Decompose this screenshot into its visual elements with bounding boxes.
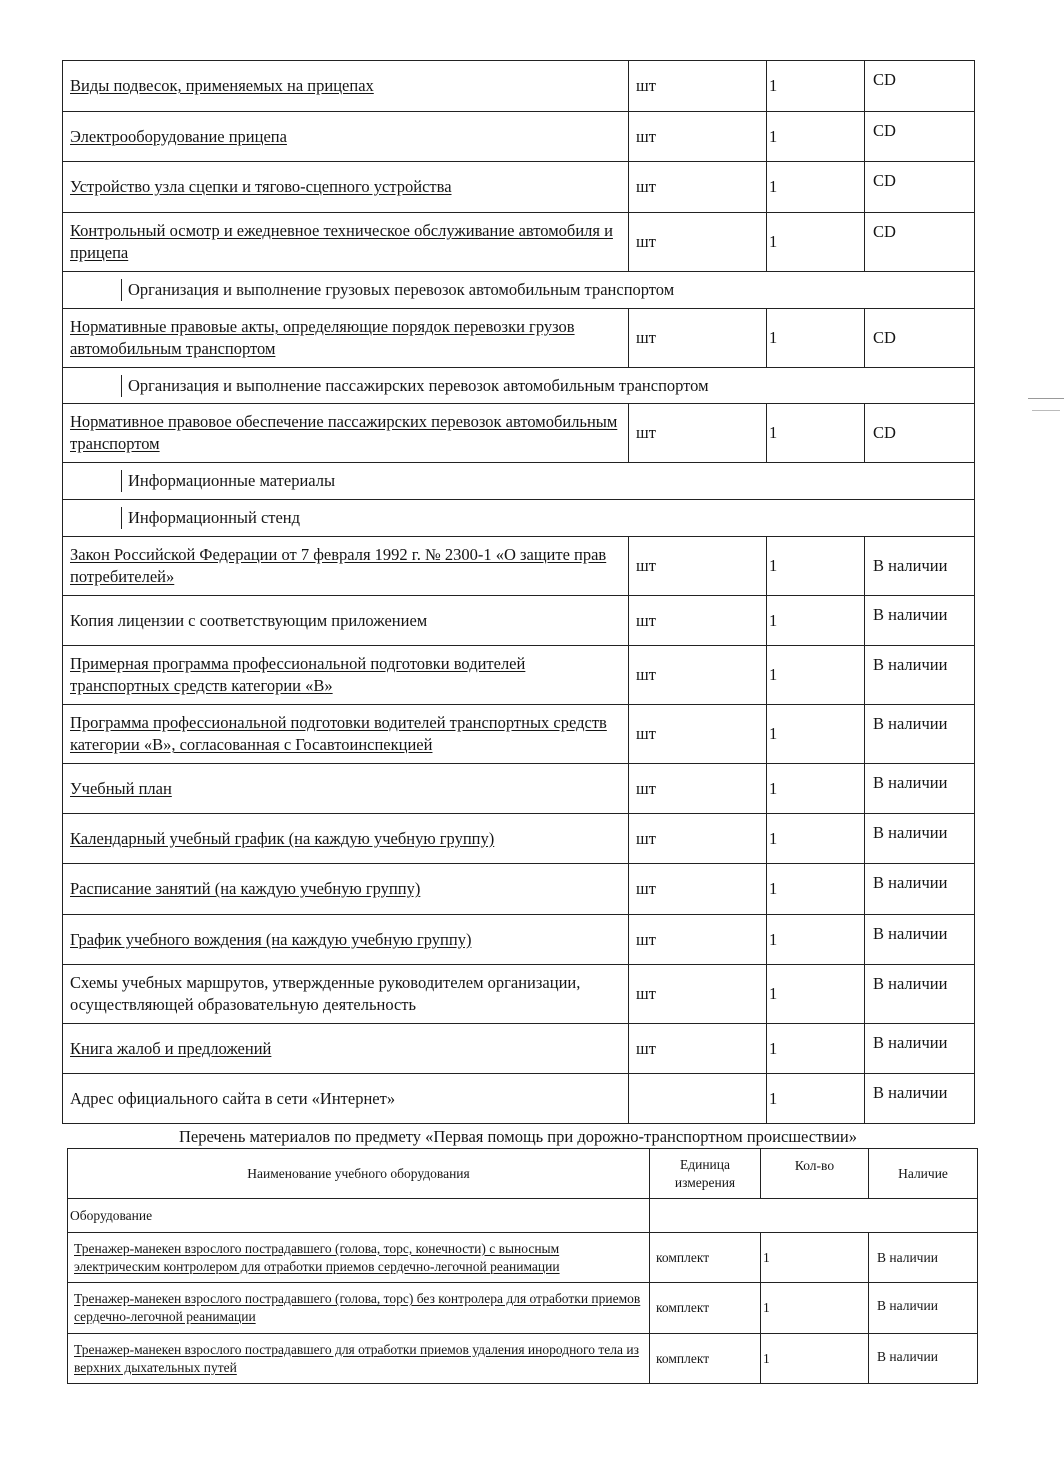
item-qty: 1 bbox=[761, 1334, 869, 1384]
section-cell bbox=[63, 500, 975, 537]
table-row bbox=[68, 1334, 978, 1384]
item-unit: шт bbox=[629, 309, 767, 368]
equipment-table bbox=[62, 60, 975, 1124]
item-name: Устройство узла сцепки и тягово-сцепного устройства bbox=[63, 162, 629, 213]
table-row bbox=[63, 965, 975, 1024]
group-title: Оборудование bbox=[68, 1199, 650, 1233]
item-name: Адрес официального сайта в сети «Интернет» bbox=[63, 1074, 629, 1124]
table-row bbox=[63, 404, 975, 463]
item-qty: 1 bbox=[767, 646, 865, 705]
item-availability: CD bbox=[865, 309, 975, 368]
item-name: Электрооборудование прицепа bbox=[63, 112, 629, 162]
header-row bbox=[68, 1149, 978, 1199]
item-qty: 1 bbox=[767, 705, 865, 764]
item-availability: В наличии bbox=[869, 1283, 978, 1334]
item-qty: 1 bbox=[767, 915, 865, 965]
item-name: Схемы учебных маршрутов, утвержденные руководителем организации, осуществляющей образовательную деятельность bbox=[63, 965, 629, 1024]
item-unit bbox=[629, 1074, 767, 1124]
item-availability: CD bbox=[865, 404, 975, 463]
section-cell bbox=[63, 272, 975, 309]
section-row bbox=[63, 272, 975, 309]
item-qty: 1 bbox=[767, 112, 865, 162]
item-name: Тренажер-манекен взрослого пострадавшего (голова, торс, конечности) с выносным электрическим контролером для отработки приемов сердечно-легочной реанимации bbox=[68, 1233, 650, 1283]
item-qty: 1 bbox=[767, 213, 865, 272]
item-unit: шт bbox=[629, 915, 767, 965]
item-qty: 1 bbox=[767, 764, 865, 814]
item-unit: шт bbox=[629, 814, 767, 864]
item-name: Тренажер-манекен взрослого пострадавшего для отработки приемов удаления инородного тела из верхних дыхательных путей bbox=[68, 1334, 650, 1384]
item-name: Тренажер-манекен взрослого пострадавшего (голова, торс) без контролера для отработки приемов сердечно-легочной реанимации bbox=[68, 1283, 650, 1334]
table-row bbox=[63, 864, 975, 915]
table-row bbox=[68, 1283, 978, 1334]
item-unit: шт bbox=[629, 864, 767, 915]
table-row bbox=[63, 537, 975, 596]
item-name: Примерная программа профессиональной подготовки водителей транспортных средств категории «В» bbox=[63, 646, 629, 705]
section-row bbox=[63, 463, 975, 500]
item-unit: шт bbox=[629, 404, 767, 463]
section-caption: Перечень материалов по предмету «Первая помощь при дорожно-транспортном происшествии» bbox=[179, 1127, 857, 1146]
item-name: Книга жалоб и предложений bbox=[63, 1024, 629, 1074]
table-row bbox=[63, 646, 975, 705]
table-row bbox=[63, 705, 975, 764]
item-qty: 1 bbox=[767, 404, 865, 463]
item-name: Календарный учебный график (на каждую учебную группу) bbox=[63, 814, 629, 864]
item-availability: В наличии bbox=[869, 1233, 978, 1283]
section-cell bbox=[63, 368, 975, 404]
section-title: Информационный стенд bbox=[128, 508, 301, 527]
item-qty: 1 bbox=[767, 814, 865, 864]
section-title: Организация и выполнение грузовых перевозок автомобильным транспортом bbox=[128, 280, 675, 299]
section-title: Информационные материалы bbox=[128, 471, 336, 490]
section-spacer bbox=[63, 279, 122, 301]
item-unit: шт bbox=[629, 646, 767, 705]
item-name: Нормативные правовые акты, определяющие порядок перевозки грузов автомобильным транспортом bbox=[63, 309, 629, 368]
item-unit: шт bbox=[629, 61, 767, 112]
item-name: Расписание занятий (на каждую учебную группу) bbox=[63, 864, 629, 915]
header-availability: Наличие bbox=[869, 1149, 978, 1199]
item-qty: 1 bbox=[767, 162, 865, 213]
item-qty: 1 bbox=[767, 1024, 865, 1074]
table-row bbox=[63, 1074, 975, 1124]
item-qty: 1 bbox=[767, 596, 865, 646]
scan-mark bbox=[1028, 398, 1064, 399]
item-unit: шт bbox=[629, 705, 767, 764]
item-unit: комплект bbox=[650, 1334, 761, 1384]
header-qty: Кол-во bbox=[761, 1149, 869, 1199]
item-unit: комплект bbox=[650, 1283, 761, 1334]
table-row bbox=[63, 915, 975, 965]
item-qty: 1 bbox=[767, 965, 865, 1024]
item-name: График учебного вождения (на каждую учебную группу) bbox=[63, 915, 629, 965]
item-qty: 1 bbox=[767, 537, 865, 596]
item-unit: шт bbox=[629, 596, 767, 646]
item-name: Нормативное правовое обеспечение пассажирских перевозок автомобильным транспортом bbox=[63, 404, 629, 463]
item-availability: В наличии bbox=[865, 814, 975, 864]
item-unit: шт bbox=[629, 213, 767, 272]
item-name: Контрольный осмотр и ежедневное техническое обслуживание автомобиля и прицепа bbox=[63, 213, 629, 272]
group-empty bbox=[650, 1199, 978, 1233]
item-qty: 1 bbox=[767, 1074, 865, 1124]
section-cell bbox=[63, 463, 975, 500]
section-spacer bbox=[63, 470, 122, 492]
item-availability: В наличии bbox=[865, 1024, 975, 1074]
item-availability: В наличии bbox=[869, 1334, 978, 1384]
item-qty: 1 bbox=[767, 61, 865, 112]
header-unit: Единица измерения bbox=[650, 1149, 761, 1199]
table-row bbox=[63, 596, 975, 646]
item-availability: CD bbox=[865, 162, 975, 213]
item-availability: CD bbox=[865, 61, 975, 112]
table-row bbox=[63, 764, 975, 814]
item-availability: В наличии bbox=[865, 646, 975, 705]
table-row bbox=[63, 213, 975, 272]
item-availability: В наличии bbox=[865, 915, 975, 965]
section-title: Организация и выполнение пассажирских перевозок автомобильным транспортом bbox=[128, 375, 709, 395]
table-row bbox=[63, 309, 975, 368]
section-spacer bbox=[63, 507, 122, 529]
item-name: Копия лицензии с соответствующим приложением bbox=[63, 596, 629, 646]
section-spacer bbox=[63, 375, 122, 397]
table-row bbox=[68, 1233, 978, 1283]
item-qty: 1 bbox=[761, 1233, 869, 1283]
table-row bbox=[63, 1024, 975, 1074]
item-unit: комплект bbox=[650, 1233, 761, 1283]
item-availability: В наличии bbox=[865, 764, 975, 814]
table-row bbox=[63, 814, 975, 864]
group-row bbox=[68, 1199, 978, 1233]
item-unit: шт bbox=[629, 965, 767, 1024]
item-name: Виды подвесок, применяемых на прицепах bbox=[63, 61, 629, 112]
section-row bbox=[63, 368, 975, 404]
first-aid-table bbox=[67, 1148, 978, 1384]
table-row bbox=[63, 112, 975, 162]
item-unit: шт bbox=[629, 112, 767, 162]
item-qty: 1 bbox=[767, 864, 865, 915]
item-qty: 1 bbox=[767, 309, 865, 368]
scan-mark bbox=[1032, 410, 1060, 411]
item-availability: В наличии bbox=[865, 965, 975, 1024]
item-availability: CD bbox=[865, 112, 975, 162]
item-name: Закон Российской Федерации от 7 февраля 1992 г. № 2300-1 «О защите прав потребителей» bbox=[63, 537, 629, 596]
item-unit: шт bbox=[629, 1024, 767, 1074]
item-qty: 1 bbox=[761, 1283, 869, 1334]
item-unit: шт bbox=[629, 162, 767, 213]
item-name: Программа профессиональной подготовки водителей транспортных средств категории «В», согласованная с Госавтоинспекцией bbox=[63, 705, 629, 764]
section-row bbox=[63, 500, 975, 537]
table-row bbox=[63, 162, 975, 213]
item-availability: В наличии bbox=[865, 596, 975, 646]
table-row bbox=[63, 61, 975, 112]
item-unit: шт bbox=[629, 537, 767, 596]
item-availability: В наличии bbox=[865, 537, 975, 596]
item-availability: CD bbox=[865, 213, 975, 272]
item-availability: В наличии bbox=[865, 705, 975, 764]
item-availability: В наличии bbox=[865, 864, 975, 915]
item-unit: шт bbox=[629, 764, 767, 814]
header-name: Наименование учебного оборудования bbox=[68, 1149, 650, 1199]
item-availability: В наличии bbox=[865, 1074, 975, 1124]
item-name: Учебный план bbox=[63, 764, 629, 814]
